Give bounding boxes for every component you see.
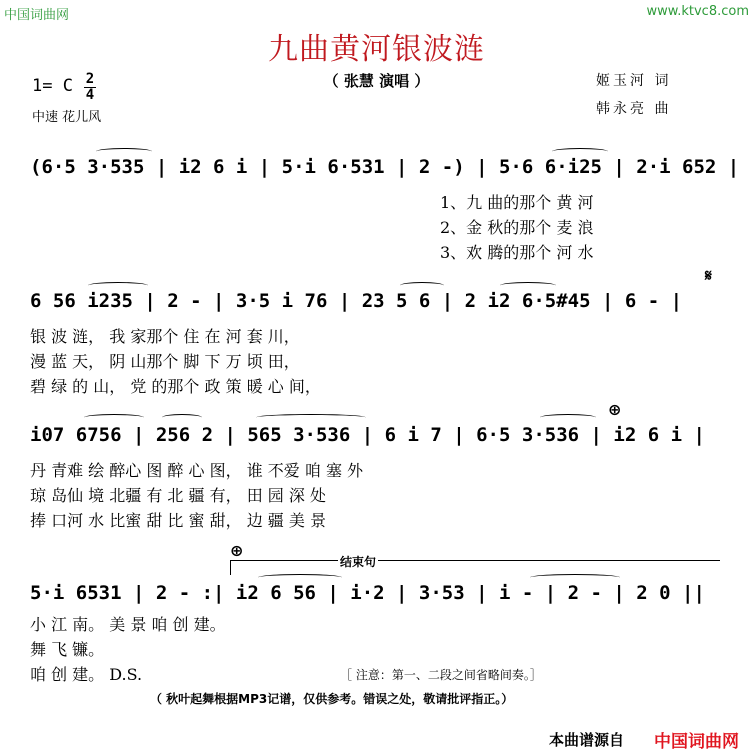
- ending-bracket: [230, 560, 720, 561]
- notation-line-2: 6 56 i235 | 2 - | 3·5 i 76 | 23 5 6 | 2 i2 6·5#45 | 6 - |: [30, 290, 683, 312]
- lyric-line-2-verse-2: 漫 蓝 天， 阴 山那个 脚 下 万 顷 田，: [30, 352, 300, 371]
- source-site-name: 中国词曲网: [654, 732, 739, 752]
- tie: [96, 148, 152, 155]
- lyric-line-4-verse-1: 小 江 南。 美 景 咱 创 建。: [30, 615, 226, 634]
- time-signature: [84, 72, 96, 103]
- song-title: 九曲黄河银波涟: [268, 32, 485, 67]
- transcription-footnote: （ 秋叶起舞根据MP3记谱，仅供参考。错误之处，敬请批评指正。）: [150, 692, 514, 706]
- notation-line-3: i07 6756 | 256 2 | 565 3·536 | 6 i 7 | 6·5 3·536 | i2 6 i |: [30, 424, 705, 446]
- tie: [500, 282, 556, 289]
- lyric-line-1-verse-1: 1、九 曲的那个 黄 河: [440, 193, 594, 212]
- composer-credit: 韩永亮 曲: [596, 101, 672, 117]
- tie: [552, 148, 608, 155]
- tie: [88, 282, 148, 289]
- tie: [256, 414, 366, 421]
- segno-sign: 𝄋: [705, 266, 712, 285]
- watermark-left: 中国词曲网: [4, 8, 70, 23]
- key-signature: 1= C: [32, 76, 73, 96]
- tie: [400, 282, 444, 289]
- coda-sign-ending: ⊕: [230, 541, 244, 560]
- tie: [258, 574, 342, 581]
- lyric-line-3-verse-1: 丹 青难 绘 醉心 图 醉 心 图， 谁 不爱 咱 塞 外: [30, 461, 364, 480]
- tie: [530, 574, 620, 581]
- source-label: 本曲谱源自: [549, 731, 625, 749]
- lyric-line-3-verse-2: 琼 岛仙 境 北疆 有 北 疆 有， 田 园 深 处: [30, 486, 326, 505]
- tie: [540, 414, 596, 421]
- tie: [162, 414, 202, 421]
- time-sig-numerator: 2: [85, 71, 95, 87]
- lyric-line-1-verse-2: 2、金 秋的那个 麦 浪: [440, 218, 594, 237]
- coda-sign: ⊕: [608, 400, 622, 419]
- lyric-line-2-verse-3: 碧 绿 的 山， 党 的那个 政 策 暖 心 间，: [30, 377, 321, 396]
- singer-line: （ 张慧 演唱 ）: [323, 72, 430, 90]
- ending-label: 结束句: [340, 555, 377, 569]
- arrangement-note: ［ 注意：第一、二段之间省略间奏。］: [340, 668, 542, 682]
- lyric-line-4-verse-3: 咱 创 建。 D.S.: [30, 665, 143, 684]
- lyric-line-3-verse-3: 捧 口河 水 比蜜 甜 比 蜜 甜， 边 疆 美 景: [30, 511, 326, 530]
- notation-line-4: 5·i 6531 | 2 - :| i2 6 56 | i·2 | 3·53 | i - | 2 - | 2 0 ||: [30, 582, 705, 604]
- watermark-right: www.ktvc8.com: [646, 4, 749, 19]
- lyricist-credit: 姬玉河 词: [596, 73, 672, 89]
- lyric-line-1-verse-3: 3、欢 腾的那个 河 水: [440, 243, 594, 262]
- time-sig-denominator: 4: [85, 87, 95, 103]
- notation-line-1: (6·5 3·535 | i2 6 i | 5·i 6·531 | 2 -) | 5·6 6·i25 | 2·i 652 |: [30, 156, 740, 178]
- lyric-line-2-verse-1: 银 波 涟， 我 家那个 住 在 河 套 川，: [30, 327, 300, 346]
- tie: [84, 414, 144, 421]
- lyric-line-4-verse-2: 舞 飞 镰。: [30, 640, 105, 659]
- tempo-marking: 中速 花儿风: [32, 110, 102, 125]
